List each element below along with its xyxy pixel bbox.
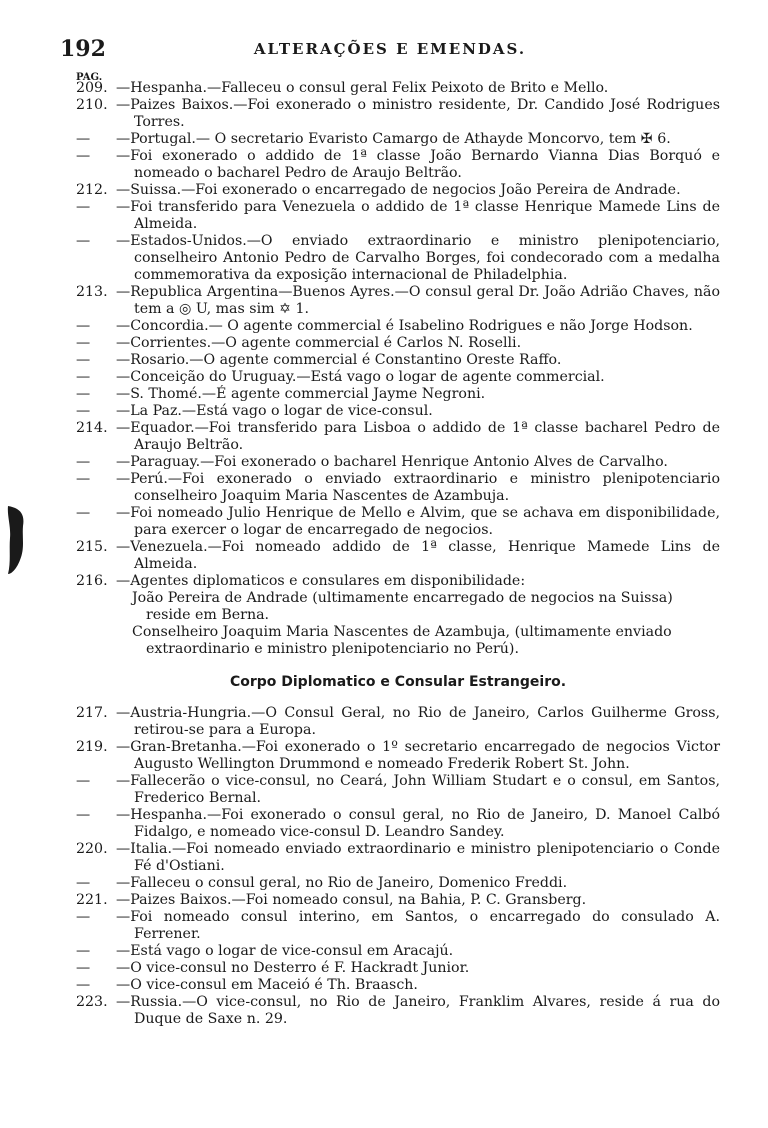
entry-row: [76, 841, 720, 875]
entry-text: —Venezuela.—Foi nomeado addido de 1ª classe, Henrique Mamede Lins de Almeida.: [116, 539, 720, 572]
entry-number: —: [76, 454, 91, 470]
entry-number: —: [76, 960, 91, 976]
entry-row: [76, 335, 720, 352]
entry-row: [76, 739, 720, 773]
page-header: [60, 36, 720, 62]
entry-number: —: [76, 875, 91, 891]
entry-row: [76, 352, 720, 369]
entry-row: [76, 994, 720, 1028]
entry-number: —: [76, 131, 91, 147]
entry-row: [76, 182, 720, 199]
entry-text: —Gran-Bretanha.—Foi exonerado o 1º secretario encarregado de negocios Victor Augusto Wellington Drummond e nomeado Frederik Robert St. John.: [116, 739, 720, 772]
entry-row: [76, 97, 720, 131]
section-title: Corpo Diplomatico e Consular Estrangeiro.: [229, 674, 567, 690]
entry-row: [76, 369, 720, 386]
entry-number: —: [76, 318, 91, 334]
entry-row: [76, 199, 720, 233]
entry-text: —O vice-consul no Desterro é F. Hackradt Junior.: [116, 960, 470, 976]
entry-text: —Italia.—Foi nomeado enviado extraordinario e ministro plenipotenciario o Conde Fé d'Ostiani.: [116, 841, 720, 874]
entry-text: —Hespanha.—Falleceu o consul geral Felix Peixoto de Brito e Mello.: [116, 80, 609, 96]
entry-number: —: [76, 403, 91, 419]
entry-number: 212.: [76, 182, 108, 198]
entry-text: —Foi exonerado o addido de 1ª classe João Bernardo Vianna Dias Borquó e nomeado o bacharel Pedro de Araujo Beltrão.: [116, 148, 720, 181]
entry-number: —: [76, 773, 91, 789]
entry-row: [76, 284, 720, 318]
entry-text: —Fallecerão o vice-consul, no Ceará, John William Studart e o consul, em Santos, Frederico Bernal.: [116, 773, 720, 806]
entry-number: —: [76, 943, 91, 959]
entry-row: [76, 318, 720, 335]
entry-text: —Foi nomeado Julio Henrique de Mello e Alvim, que se achava em disponibilidade, para exercer o logar de encarregado de negocios.: [116, 505, 720, 538]
entry-text: —Hespanha.—Foi exonerado o consul geral, no Rio de Janeiro, D. Manoel Calbó Fidalgo, e nomeado vice-consul D. Leandro Sandey.: [116, 807, 720, 840]
entry-text: —Falleceu o consul geral, no Rio de Janeiro, Domenico Freddi.: [116, 875, 568, 891]
entry-text: —Estados-Unidos.—O enviado extraordinario e ministro plenipotenciario, conselheiro Antonio Pedro de Carvalho Borges, foi condecorado com a medalha commemorativa da exposição internacional de Philadelphia.: [116, 233, 720, 283]
entry-number: 216.: [76, 573, 108, 589]
entry-text: —Perú.—Foi exonerado o enviado extraordinario e ministro plenipotenciario conselheiro Joaquim Maria Nascentes de Azambuja.: [116, 471, 720, 504]
entry-row: [76, 505, 720, 539]
running-title: ALTERAÇÕES E EMENDAS.: [253, 40, 527, 58]
entry-number: 223.: [76, 994, 108, 1010]
entry-text: —La Paz.—Está vago o logar de vice-consul.: [116, 403, 433, 419]
entry-text: —Concordia.— O agente commercial é Isabelino Rodrigues e não Jorge Hodson.: [116, 318, 693, 334]
entry-row: [76, 943, 720, 960]
entry-number: —: [76, 807, 91, 823]
entry-text: —Foi transferido para Venezuela o addido de 1ª classe Henrique Mamede Lins de Almeida.: [116, 199, 720, 232]
brazilian-entries: [76, 80, 720, 590]
entry-text: —Está vago o logar de vice-consul em Aracajú.: [116, 943, 454, 959]
entry-row: [76, 705, 720, 739]
entry-number: —: [76, 233, 91, 249]
entry-text: —Agentes diplomaticos e consulares em disponibilidade:: [116, 573, 526, 589]
entry-number: —: [76, 148, 91, 164]
entry-row: [76, 471, 720, 505]
entry-number: —: [76, 386, 91, 402]
foreign-entries: [76, 705, 720, 1028]
entry-row: [76, 573, 720, 590]
entry-row: [76, 807, 720, 841]
sub-entry: João Pereira de Andrade (ultimamente encarregado de negocios na Suissa) reside em Berna.: [132, 590, 673, 623]
entry-number: —: [76, 369, 91, 385]
entry-row: [76, 960, 720, 977]
entry-number: 217.: [76, 705, 108, 721]
entry-text: —Conceição do Uruguay.—Está vago o logar de agente commercial.: [116, 369, 605, 385]
entry-number: —: [76, 977, 91, 993]
entry-number: 221.: [76, 892, 108, 908]
entry-text: —Paraguay.—Foi exonerado o bacharel Henrique Antonio Alves de Carvalho.: [116, 454, 668, 470]
entry-row: [76, 875, 720, 892]
entry-row: [76, 80, 720, 97]
entry-number: 215.: [76, 539, 108, 555]
entry-row: [76, 773, 720, 807]
entry-row: [76, 909, 720, 943]
entry-row: [76, 892, 720, 909]
entry-text: —S. Thomé.—É agente commercial Jayme Negroni.: [116, 386, 486, 402]
entry-text: —Equador.—Foi transferido para Lisboa o addido de 1ª classe bacharel Pedro de Araujo Beltrão.: [116, 420, 720, 453]
entry-text: —Rosario.—O agente commercial é Constantino Oreste Raffo.: [116, 352, 562, 368]
entry-text: —Paizes Baixos.—Foi nomeado consul, na Bahia, P. C. Gransberg.: [116, 892, 587, 908]
ink-blot-mark: [6, 504, 26, 576]
entry-number: —: [76, 471, 91, 487]
entry-row: [76, 148, 720, 182]
entry-number: 209.: [76, 80, 108, 96]
availability-list: [76, 590, 720, 658]
entry-row: [76, 977, 720, 994]
sub-entry: Conselheiro Joaquim Maria Nascentes de Azambuja, (ultimamente enviado extraordinario e ministro plenipotenciario no Perú).: [132, 624, 672, 657]
entry-text: —Suissa.—Foi exonerado o encarregado de negocios João Pereira de Andrade.: [116, 182, 681, 198]
entry-number: —: [76, 909, 91, 925]
entry-text: —O vice-consul em Maceió é Th. Braasch.: [116, 977, 418, 993]
entry-text: —Austria-Hungria.—O Consul Geral, no Rio de Janeiro, Carlos Guilherme Gross, retirou-se para a Europa.: [116, 705, 720, 738]
entry-text: —Foi nomeado consul interino, em Santos, o encarregado do consulado A. Ferrener.: [116, 909, 720, 942]
entry-row: [76, 420, 720, 454]
entry-number: —: [76, 352, 91, 368]
document-body: [76, 80, 720, 1028]
entry-number: —: [76, 335, 91, 351]
entry-number: —: [76, 505, 91, 521]
entry-row: [76, 539, 720, 573]
entry-row: [76, 233, 720, 284]
entry-text: —Corrientes.—O agente commercial é Carlos N. Roselli.: [116, 335, 522, 351]
entry-number: 220.: [76, 841, 108, 857]
entry-number: —: [76, 199, 91, 215]
entry-text: —Portugal.— O secretario Evaristo Camargo de Athayde Moncorvo, tem ✠ 6.: [116, 131, 671, 147]
entry-row: [76, 403, 720, 420]
entry-number: 210.: [76, 97, 108, 113]
entry-number: 213.: [76, 284, 108, 300]
pag-label: PAG.: [76, 72, 103, 83]
entry-text: —Paizes Baixos.—Foi exonerado o ministro residente, Dr. Candido José Rodrigues Torres.: [116, 97, 720, 130]
entry-row: [76, 131, 720, 148]
entry-text: —Russia.—O vice-consul, no Rio de Janeiro, Franklim Alvares, reside á rua do Duque de Saxe n. 29.: [116, 994, 720, 1027]
page-number: 192: [60, 36, 106, 62]
entry-number: 219.: [76, 739, 108, 755]
entry-number: 214.: [76, 420, 108, 436]
entry-row: [76, 454, 720, 471]
entry-row: [76, 386, 720, 403]
entry-text: —Republica Argentina—Buenos Ayres.—O consul geral Dr. João Adrião Chaves, não tem a ◎ U, mas sim ✡ 1.: [116, 284, 720, 317]
